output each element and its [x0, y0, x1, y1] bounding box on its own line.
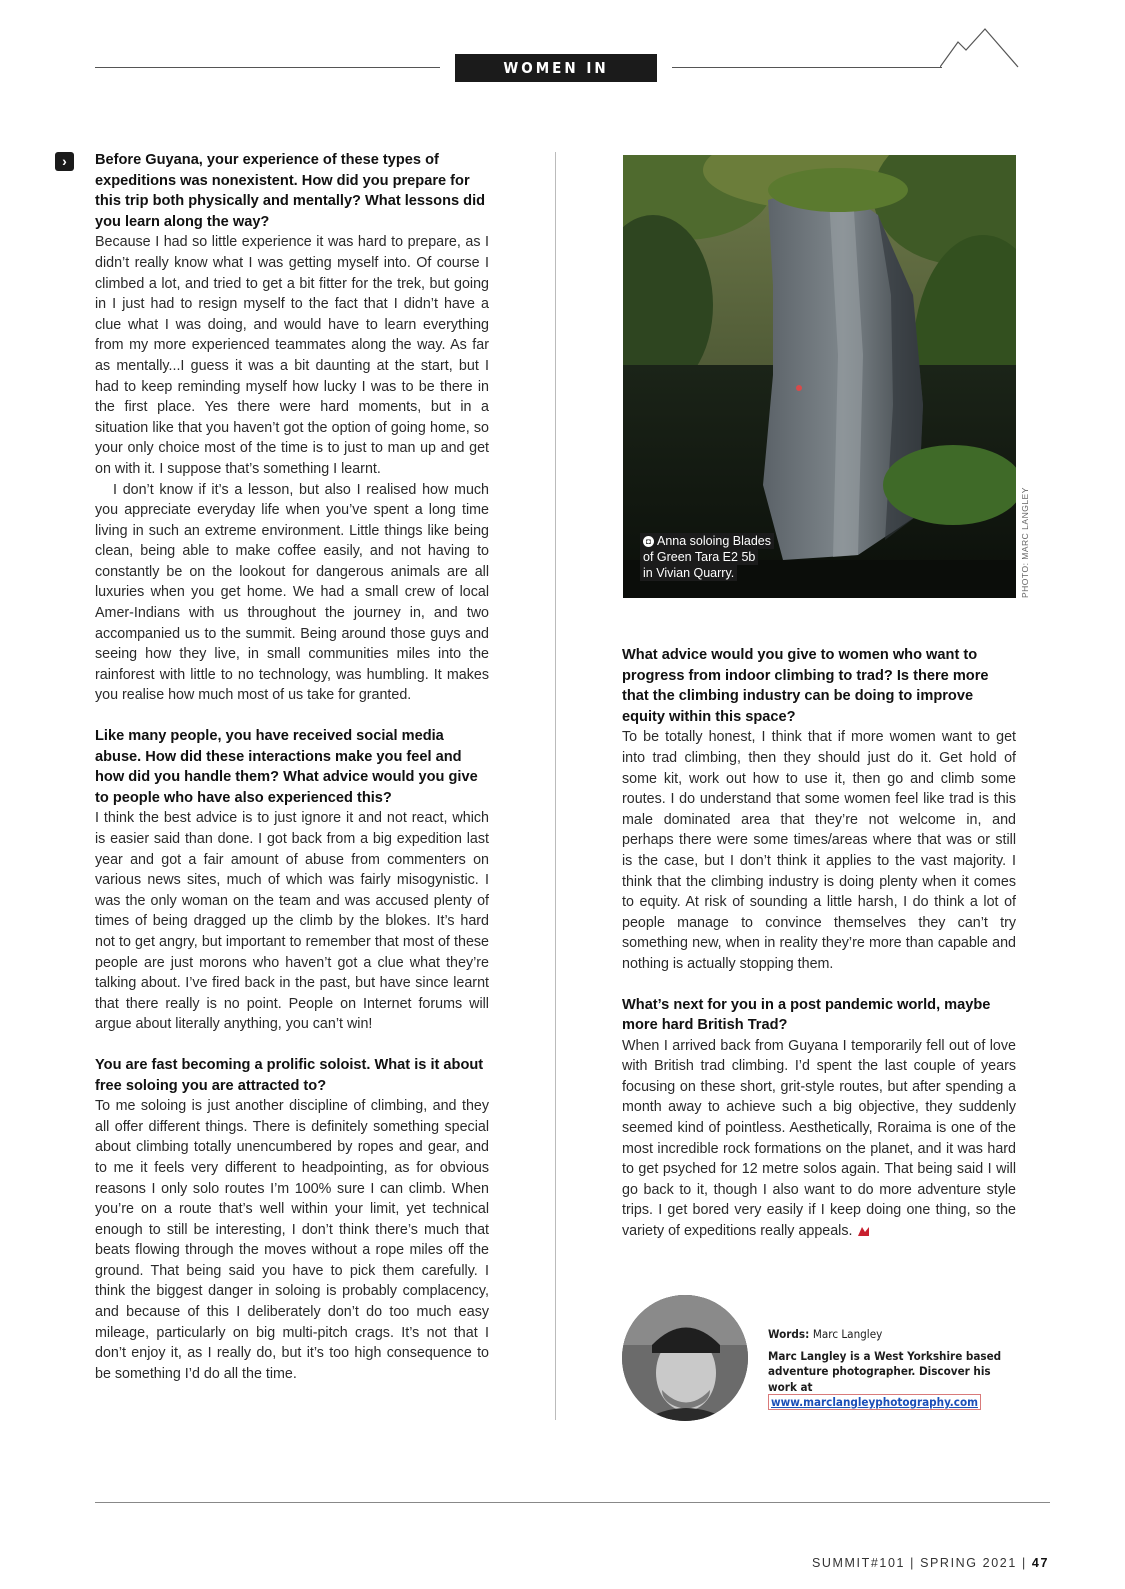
footer-season: SPRING 2021 [920, 1556, 1017, 1570]
answer-5-text: When I arrived back from Guyana I temporarily fell out of love with British trad climbing. I’d spent the last couple of years focusing on these short, grit-style routes, but after spending a month away to achieve such a big objective, they suddenly seemed kind of pointless. Aesthetically, Roraima is one of the most incredible rock formations on the planet, and it was hard to get psyched for 12 metre solos again. That being said I will go back to it, though I also want to do more adventure style trips. I get bored very easily if I keep doing one thing, so the variety of expeditions really appeals. [622, 1037, 1016, 1240]
question-5: What’s next for you in a post pandemic world, maybe more hard British Trad? [622, 996, 991, 1034]
camera-icon: ◘ [643, 536, 654, 547]
caption-line-1: Anna soloing Blades [657, 534, 771, 548]
author-bio-text: Marc Langley is a West Yorkshire based adventure photographer. Discover his work at [768, 1348, 1002, 1394]
photo-credit: PHOTO: MARC LANGLEY [1020, 487, 1030, 598]
answer-5 [622, 1036, 1016, 1242]
author-photo [622, 1295, 748, 1421]
question-1: Before Guyana, your experience of these types of expeditions was nonexistent. How did you prepare for this trip both physically and mentally? What lessons did you learn along the way? [95, 152, 486, 230]
column-divider [555, 152, 556, 1420]
caption-line-3: in Vivian Quarry. [640, 565, 737, 581]
words-label: Words: [768, 1327, 810, 1341]
question-2: Like many people, you have received social media abuse. How did these interactions make you feel and how did you handle them? What advice would you give to people who have also experienced this? [95, 728, 478, 806]
answer-4: To be totally honest, I think that if more women want to get into trad climbing, then they should just do it. Get hold of some kit, work out how to use it, then go and climb some routes. I do understand that some women feel like trad is this male dominated area that they’re not welcome in, and perhaps there were some times/areas where that was or still is the case, but I don’t think it applies to the vast majority. I think that the climbing industry is doing plenty when it comes to equity. At risk of sounding a little harsh, I do think a lot of people manage to convince themselves they can’t try something new, when in reality they’re more than capable and nothing is actually stopping them. [622, 729, 1016, 972]
footer-separator-1: | [910, 1556, 915, 1570]
answer-2: I think the best advice is to just ignore it and not react, which is easier said than done. I got back from a big expedition last year and got a fair amount of abuse from commenters on various news sites, much of which was fairly misogynistic. I was the only woman on the team and was accused plenty of times of being dragged up the climb by the blokes. It’s hard not to get angry, but important to remember that most of these people are just morons who haven’t got a clue what they’re talking about. I’ve fired back in the past, but have since learnt that there really is no point. People on Internet forums will argue about literally anything, you can’t win! [95, 810, 489, 1033]
answer-3: To me soloing is just another discipline of climbing, and they all offer different things. There is definitely something special about climbing totally unencumbered by ropes and gear, and to me it feels very different to headpointing, as for obvious reasons I only solo routes I’m 100% sure I can climb. When you’re on a route that’s well within your limit, yet technical enough to still be interesting, I don’t think there’s much that beats flowing through the moves without a rope miles off the ground. That being said you have to pick them carefully. I think the biggest danger in soloing is probably complacency, and because of this I deliberately don’t do too much easy mileage, particularly on big multi-pitch crags. It’s not that I don’t enjoy it, as I really do, but it’s too high consequence to be something I’d do all the time. [95, 1098, 489, 1382]
caption-line-2: of Green Tara E2 5b [640, 549, 758, 565]
answer-1-paragraph-1: Because I had so little experience it was hard to prepare, as I didn’t really know what I was getting myself into. Of course I climbed a lot, and tried to get a bit fitter for the trek, but going in I just had to resign myself to the fact that I didn’t have a clue what I was doing, and would have to learn everything from my more experienced teammates along the way. As far as mentally...I guess it was a bit daunting at the start, but I had to keep reminding myself how lucky I was to be there in the first place. Yes there were hard moments, but in a situation like that you haven’t got the option of going home, so your only choice most of the time is to just to man up and get on with it. I suppose that’s something I learnt. [95, 234, 489, 477]
footer-separator-2: | [1021, 1556, 1027, 1570]
left-column [95, 150, 489, 1384]
end-mark-icon [858, 1227, 869, 1236]
question-3: You are fast becoming a prolific soloist. What is it about free soloing you are attracted to? [95, 1056, 484, 1094]
climbing-photo [623, 155, 1016, 598]
right-column [622, 645, 1016, 1242]
author-name: Marc Langley [812, 1327, 883, 1341]
section-label: WOMEN IN CLIMBING [455, 54, 657, 82]
question-4: What advice would you give to women who want to progress from indoor climbing to trad? Is there more that the climbing industry can be doing to improve equity within this space? [622, 647, 989, 725]
answer-1-paragraph-2: I don’t know if it’s a lesson, but also I realised how much you appreciate everyday life when you’ve spent a long time living in such an extreme environment. Little things like being clean, being able to make coffee easily, and not having to constantly be on the lookout for dangerous animals are all luxuries when you get home. We had a small crew of local Amer-Indians with us throughout the journey in, and two accompanied us to the summit. Being around those guys and seeing how they live, in small communities miles into the rainforest with little to no technology, was humbling. It makes you realise how much most of us take for granted. [95, 481, 489, 704]
photo-caption [640, 533, 774, 581]
author-bio [768, 1327, 1018, 1411]
footer-rule [95, 1502, 1050, 1503]
header-rule-left [95, 67, 440, 68]
mountain-icon [940, 28, 1020, 70]
author-website-link[interactable]: www.marclangleyphotography.com [768, 1394, 981, 1410]
footer-magazine: SUMMIT#101 [811, 1556, 906, 1570]
chevron-right-icon: › [55, 152, 74, 171]
quarry-illustration [623, 155, 1016, 598]
page-footer [812, 1556, 1049, 1570]
header-rule-right [672, 67, 942, 68]
page-number: 47 [1031, 1556, 1049, 1570]
